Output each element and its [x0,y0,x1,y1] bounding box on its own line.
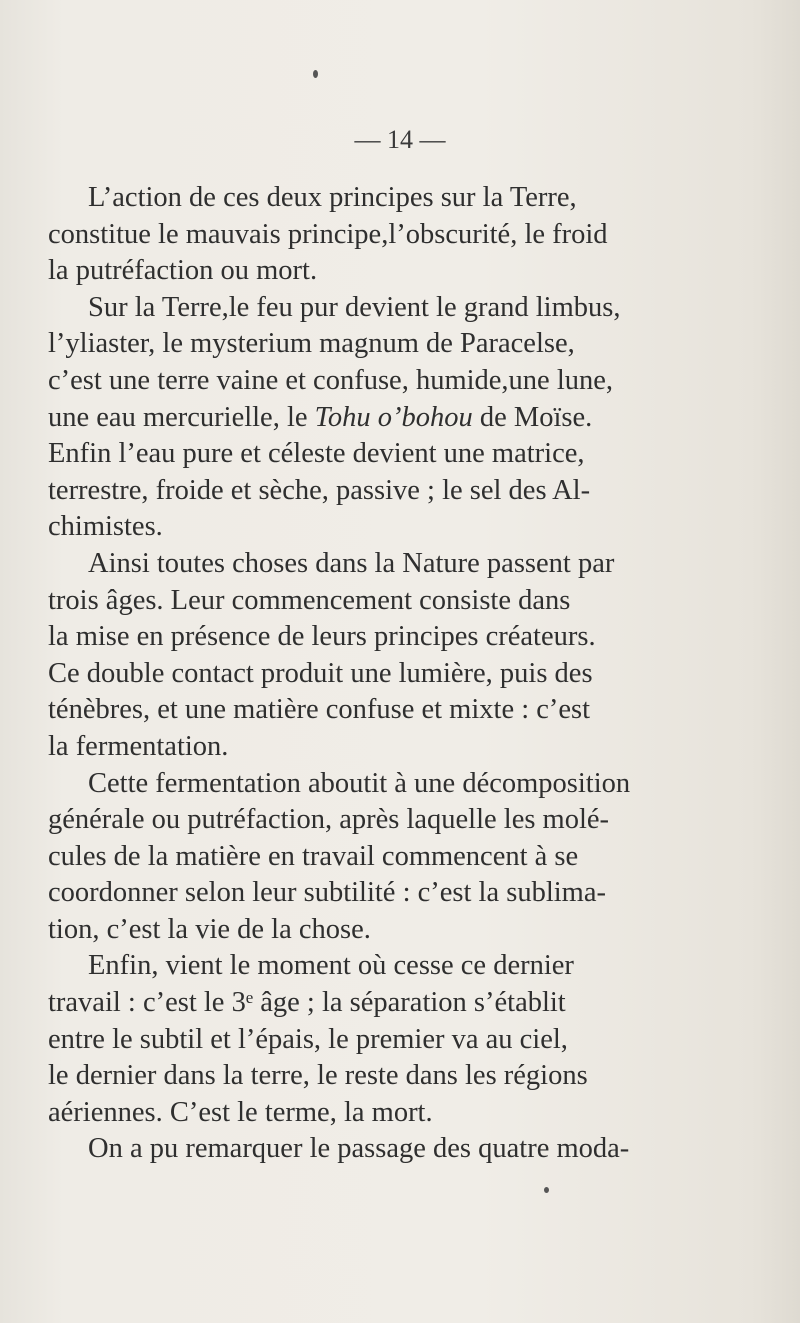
text-segment: ténèbres, et une matière confuse et mixte : c’est [48,694,591,726]
text-segment: On a pu remarquer le passage des quatre moda- [88,1133,630,1165]
text-line [48,290,748,327]
text-segment: c’est une terre vaine et confuse, humide,une lune, [48,364,614,396]
text-segment: L’action de ces deux principes sur la Terre, [88,182,577,213]
text-line [48,766,748,803]
text-line [48,692,748,729]
text-line [48,875,748,912]
text-segment: Ce double contact produit une lumière, puis des [48,657,593,689]
text-line [48,217,748,254]
text-segment: cules de la matière en travail commencent à se [48,840,579,872]
text-segment: chimistes. [48,511,163,543]
text-line [48,436,748,473]
text-segment: terrestre, froide et sèche, passive ; le sel des Al- [48,474,591,506]
text-segment: la mise en présence de leurs principes créateurs. [48,621,596,653]
text-segment: travail : c’est le 3ᵉ âge ; la séparation s’établit [48,987,566,1019]
text-line [48,546,748,583]
text-line [48,400,748,437]
text-segment: entre le subtil et l’épais, le premier va au ciel, [48,1023,568,1055]
text-line [48,1131,748,1168]
text-line [48,1058,748,1095]
text-line [48,802,748,839]
text-line [48,1022,748,1059]
text-line [48,473,748,510]
text-line [48,253,748,290]
text-line [48,656,748,693]
text-segment: l’yliaster, le mysterium magnum de Paracelse, [48,328,575,360]
text-line [48,619,748,656]
text-line [48,912,748,949]
text-line [48,509,748,546]
text-segment: Enfin l’eau pure et céleste devient une matrice, [48,438,585,470]
page-number: — 14 — [354,125,446,154]
text-line [48,948,748,985]
text-segment: de Moïse. [472,401,593,433]
text-segment: générale ou putréfaction, après laquelle les molé- [48,804,610,836]
text-line [48,839,748,876]
text-segment: coordonner selon leur subtilité : c’est la sublima- [48,877,606,909]
body-text [48,180,748,1168]
text-line [48,326,748,363]
text-line [48,363,748,400]
text-line [48,729,748,766]
text-segment: le dernier dans la terre, le reste dans les régions [48,1060,588,1092]
text-line [48,583,748,620]
text-segment: Sur la Terre,le feu pur devient le grand limbus, [88,291,621,323]
text-segment: Enfin, vient le moment où cesse ce dernier [88,950,574,982]
italic-term: Tohu o’bohou [314,401,473,433]
text-segment: tion, c’est la vie de la chose. [48,913,371,945]
text-segment: Cette fermentation aboutit à une décomposition [88,767,631,799]
text-line [48,180,748,217]
text-line [48,1095,748,1132]
text-segment: constitue le mauvais principe,l’obscurité, le froid [48,218,608,250]
ink-speck [313,70,318,78]
text-segment: une eau mercurielle, le [48,401,308,433]
text-segment: Ainsi toutes choses dans la Nature passent par [88,547,615,579]
text-segment: la putréfaction ou mort. [48,255,318,287]
text-segment: trois âges. Leur commencement consiste dans [48,584,571,616]
text-segment: aériennes. C’est le terme, la mort. [48,1096,433,1128]
text-segment: la fermentation. [48,730,229,762]
ink-speck [544,1187,549,1193]
text-line [48,985,748,1022]
